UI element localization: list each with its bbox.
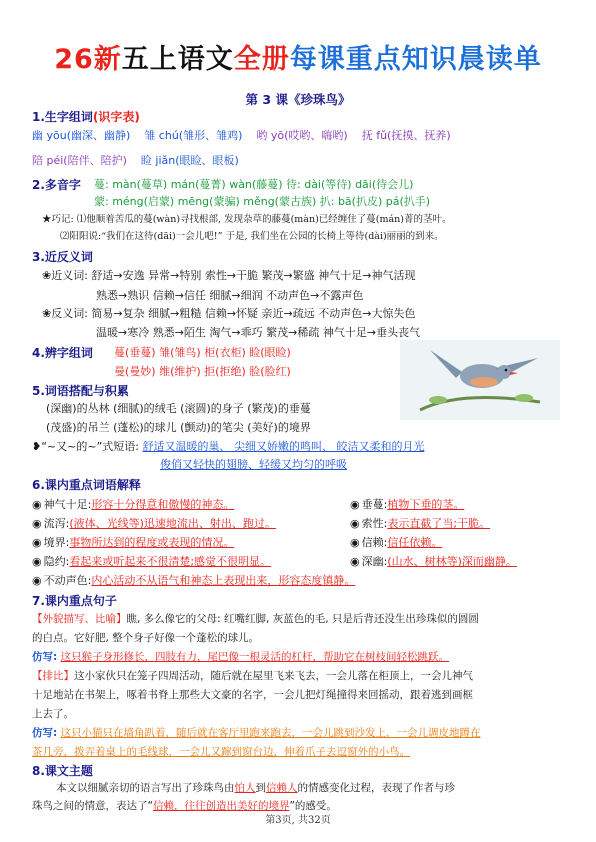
sentence-1-line-1: 【外貌描写、比喻】瞧, 多么像它的父母: 红嘴红脚, 灰蓝色的毛, 只是后背还没生出珍珠似的圆圆: [32, 613, 479, 625]
definition-row-4-left: ◉ 隐约:看起来或听起来不很清楚;感觉不很明显。: [32, 554, 271, 569]
definition-row-1-right: ◉ 垂蔓:植物下垂的茎。: [350, 497, 464, 512]
page-title: [0, 44, 596, 76]
collocation-line-1: (深幽)的丛林 (细腻)的绒毛 (滚圆)的身子 (繁茂)的垂蔓: [46, 402, 311, 415]
title-part-4: 每课重点知识晨读单: [289, 44, 542, 75]
section-5-heading: 5.词语搭配与积累: [32, 384, 129, 398]
definition-row-1-left: ◉ 神气十足:形容十分得意和傲慢的神态。: [32, 497, 234, 512]
definition-row-4-right: ◉ 深幽:(山水、树林等)深而幽静。: [350, 554, 517, 569]
section-7-heading: 7.课内重点句子: [32, 594, 117, 608]
theme-line-1: 本文以细腻亲切的语言写出了珍珠鸟由怕人到信赖人的情感变化过程，表现了作者与珍: [56, 782, 455, 794]
page-footer: 第3页, 共32页: [265, 815, 331, 826]
polyphone-line-2: 蒙: méng(启蒙) mēng(蒙骗) měng(蒙古族) 扒: bā(扒皮) pá(扒手): [94, 195, 431, 208]
distinguish-line-2: 曼(曼妙) 维(维护) 拒(拒绝) 脸(脸红): [114, 365, 291, 378]
definition-row-2-left: ◉ 流泻:(液体、光线等)迅速地流出、射出、跑过。: [32, 516, 276, 531]
imitation-2-line-1: 仿写: 这只小猫只在墙角趴着，随后就在客厅里跑来跑去，一会儿跳到沙发上，一会儿调皮地蹲在: [32, 727, 481, 739]
lesson-title: 第 3 课《珍珠鸟》: [245, 92, 351, 107]
synonym-line-2: 熟悉→熟识 信赖→信任 细腻→细润 不动声色→不露声色: [96, 289, 364, 302]
pearl-bird-illustration: [400, 340, 560, 420]
theme-line-2: 珠鸟之间的情意，表达了“信赖，往往创造出美好的境界”的感受。: [32, 800, 337, 812]
definition-row-3-right: ◉ 信赖:信任依赖。: [350, 535, 442, 550]
section-1-line-2: 陪 péi(陪伴、陪护) 睑 jiǎn(眼睑、眼板): [32, 154, 239, 167]
section-1-heading: 1.生字组词(识字表): [32, 110, 140, 124]
section-8-heading: 8.课文主题: [32, 764, 93, 778]
section-6-heading: 6.课内重点词语解释: [32, 478, 141, 492]
antonym-line-1: ❀反义词: 简易→复杂 细腻→粗糙 信赖→怀疑 亲近→疏远 不动声色→大惊失色: [42, 307, 416, 320]
phrase-pattern-line: ❥“~又~的~”式短语: 舒适又温暖的巢、 尖细又娇嫩的鸣叫、 皎洁又柔和的月光: [32, 440, 425, 453]
sentence-2-line-1: 【排比】这小家伙只在笼子四周活动，随后就在屋里飞来飞去，一会儿落在柜顶上，一会儿神气: [32, 670, 473, 682]
polyphone-line-1: 蔓: màn(蔓草) mán(蔓菁) wàn(藤蔓) 待: dài(等待) dāi(待会儿): [94, 178, 414, 191]
synonym-line-1: ❀近义词: 舒适→安逸 异常→特别 索性→干脆 繁茂→繁盛 神气十足→神气活现: [42, 269, 416, 282]
collocation-line-2: (茂盛)的吊兰 (蓬松)的球儿 (颤动)的笔尖 (美好)的境界: [46, 421, 311, 434]
sentence-1-line-2: 的白点。它好肥, 整个身子好像一个蓬松的球儿。: [32, 632, 260, 644]
imitation-2-line-2: 茶几旁，拨弄着桌上的毛线球，一会儿又蹿到窗台边，伸着爪子去逗窗外的小鸟。: [32, 746, 410, 758]
title-part-2: 五上语文: [121, 44, 234, 75]
section-3-heading: 3.近反义词: [32, 250, 93, 264]
tip-line-1: ★巧记: ⑴他顺着苦瓜的蔓(wàn)寻找根部, 发现杂草的藤蔓(màn)已经缠住了蔓(mán)菁的茎叶。: [42, 214, 452, 225]
antonym-line-2: 温暖→寒冷 熟悉→陌生 淘气→乖巧 繁茂→稀疏 神气十足→垂头丧气: [96, 326, 421, 339]
phrase-pattern-line-2: 俊俏又轻快的翅膀、轻缓又均匀的呼吸: [160, 458, 347, 471]
definition-row-2-right: ◉ 索性:表示直截了当;干脆。: [350, 516, 490, 531]
section-1-line-1: 幽 yōu(幽深、幽静) 雏 chú(雏形、雏鸡) 哟 yō(哎哟、嗨哟) 抚 fǔ(抚摸、抚养): [32, 129, 451, 142]
title-part-1: 26新: [54, 44, 122, 75]
definition-row-3-left: ◉ 境界:事物所达到的程度或表现的情况。: [32, 535, 234, 550]
distinguish-line-1: 蔓(垂蔓) 雏(雏鸟) 柜(衣柜) 睑(眼睑): [114, 346, 291, 359]
section-2-heading: 2.多音字: [32, 178, 81, 192]
tip-line-2: ⑵阳阳说:“我们在这待(dāi)一会儿吧!” 于是, 我们坐在公园的长椅上等待(dài)丽丽的到来。: [60, 231, 444, 242]
sentence-2-line-2: 十足地站在书架上，啄着书脊上那些大文豪的名字，一会儿把灯绳撞得来回摇动，跟着逃到画框: [32, 689, 473, 701]
definition-row-5: ◉ 不动声色:内心活动不从语气和神态上表现出来，形容态度镇静。: [32, 573, 355, 588]
section-4-heading: 4.辨字组词: [32, 346, 93, 360]
sentence-2-line-3: 上去了。: [32, 708, 74, 720]
imitation-1: 仿写: 这只猴子身形修长，四肢有力，尾巴像一根灵活的杠杆，帮助它在树枝间轻松跳跃。: [32, 651, 450, 663]
title-part-3: 全册: [233, 44, 290, 75]
